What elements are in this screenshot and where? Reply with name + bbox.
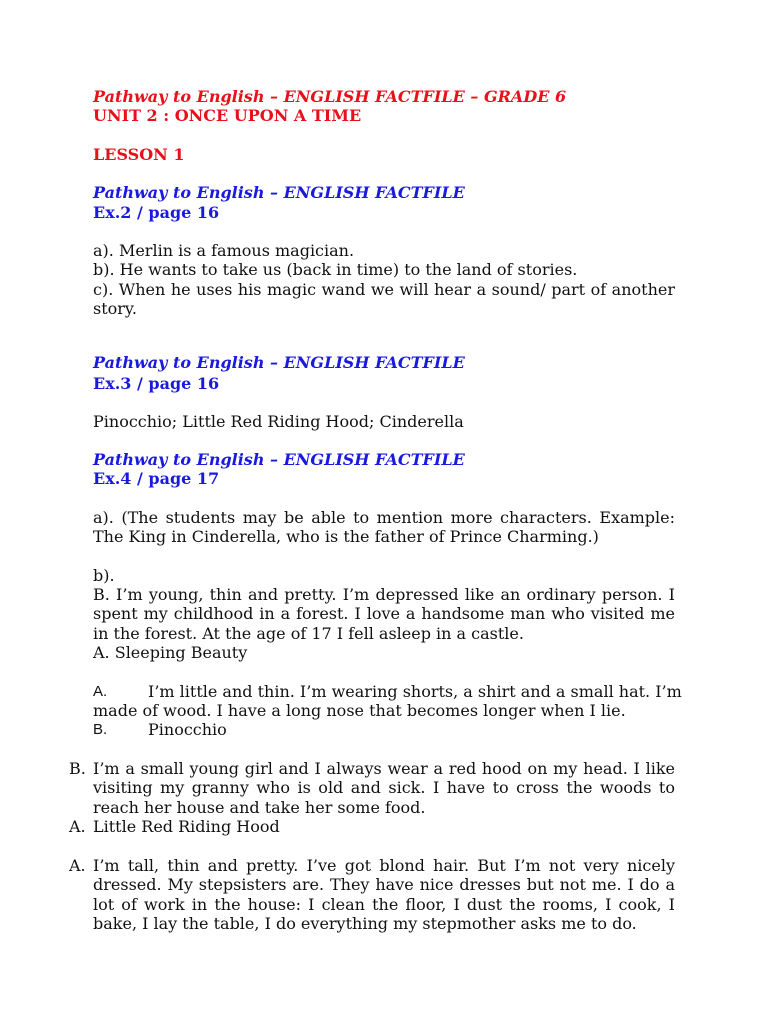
- ex4-item1-text: B. I’m young, thin and pretty. I’m depressed like an ordinary person. I spent my childhood in a forest. I love a handsome man who visited me in the forest. At the age of 17 I fell asleep in a castle.: [93, 585, 675, 643]
- ex4-item4-text: I’m tall, thin and pretty. I’ve got blond hair. But I’m not very nicely dressed. My stepsisters are. They have nice dresses but not me. I do a lot of work in the house: I clean the floor, I dust the rooms, I cook, I bake, I lay the table, I do everything my stepmother asks me to do.: [93, 856, 675, 934]
- exercise-label-ex2: Ex.2 / page 16: [93, 203, 220, 222]
- section-heading-ex4: Pathway to English – ENGLISH FACTFILE: [93, 450, 465, 469]
- ex4-item3-answer-marker: A.: [69, 817, 86, 836]
- document-title: Pathway to English – ENGLISH FACTFILE – GRADE 6: [93, 87, 567, 106]
- ex2-answer-b: b). He wants to take us (back in time) to the land of stories.: [93, 260, 578, 279]
- ex4-item3-text: I’m a small young girl and I always wear a red hood on my head. I like visiting my granny who is old and sick. I have to cross the woods to reach her house and take her some food.: [93, 759, 675, 817]
- ex4-item2-text-line1: I’m little and thin. I’m wearing shorts, a shirt and a small hat. I’m: [148, 682, 682, 701]
- exercise-label-ex3: Ex.3 / page 16: [93, 374, 220, 393]
- lesson-heading: LESSON 1: [93, 145, 185, 164]
- ex4-answer-b-label: b).: [93, 566, 115, 585]
- ex4-item2-marker-a: A.: [93, 683, 108, 700]
- unit-heading: UNIT 2 : ONCE UPON A TIME: [93, 106, 362, 125]
- ex2-answer-c: c). When he uses his magic wand we will hear a sound/ part of another story.: [93, 280, 675, 319]
- section-heading-ex2: Pathway to English – ENGLISH FACTFILE: [93, 183, 465, 202]
- section-heading-ex3: Pathway to English – ENGLISH FACTFILE: [93, 353, 465, 372]
- exercise-label-ex4: Ex.4 / page 17: [93, 469, 220, 488]
- ex4-item4-marker: A.: [69, 856, 86, 875]
- ex4-item2-answer: Pinocchio: [148, 720, 227, 739]
- ex4-item3-answer: Little Red Riding Hood: [93, 817, 280, 836]
- ex4-item2-marker-b: B.: [93, 721, 108, 738]
- ex4-answer-a: a). (The students may be able to mention more characters. Example: The King in Cinderella, who is the father of Prince Charming.): [93, 508, 675, 547]
- ex2-answer-a: a). Merlin is a famous magician.: [93, 241, 355, 260]
- ex3-answer: Pinocchio; Little Red Riding Hood; Cinderella: [93, 412, 464, 431]
- ex4-item3-marker: B.: [69, 759, 86, 778]
- ex4-item1-answer: A. Sleeping Beauty: [93, 643, 248, 662]
- ex4-item2-text-rest: made of wood. I have a long nose that becomes longer when I lie.: [93, 701, 626, 720]
